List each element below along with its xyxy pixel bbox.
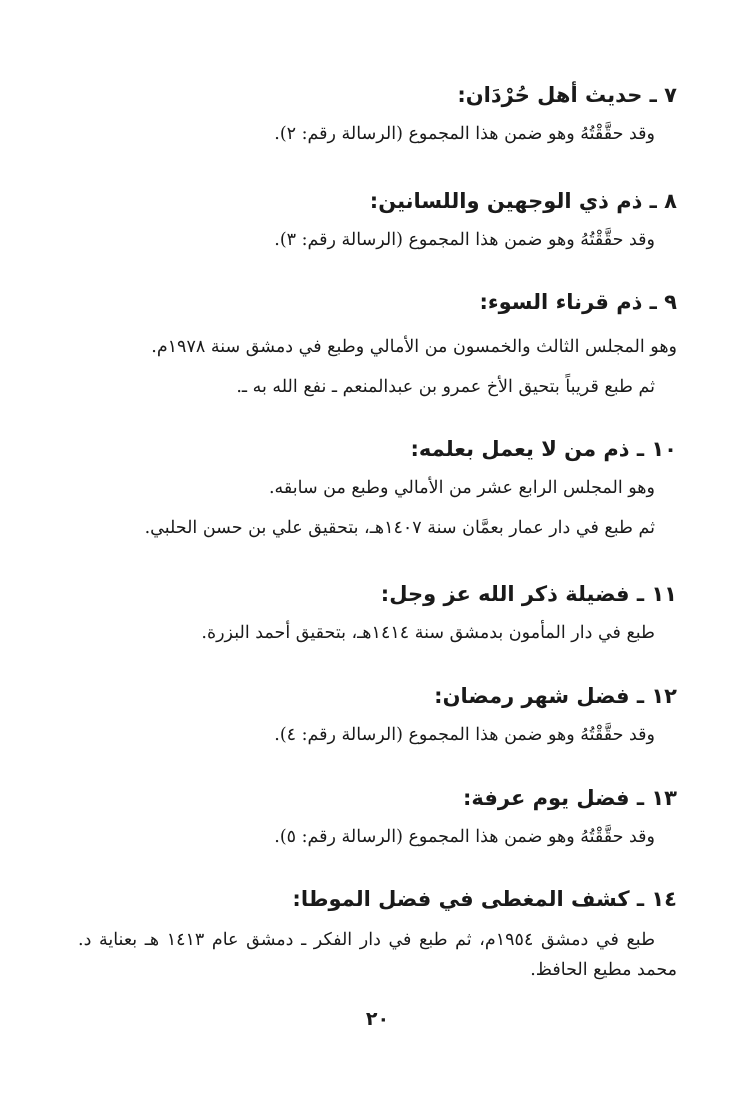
- entry-heading: [78, 434, 677, 464]
- entry-heading: [78, 783, 677, 813]
- entry-line: وقد حقَّقْتُهُ وهو ضمن هذا المجموع (الرسالة رقم: ٤).: [274, 725, 655, 745]
- entry-10: [78, 434, 677, 543]
- entry-11: [78, 579, 677, 648]
- entry-line: وقد حقَّقْتُهُ وهو ضمن هذا المجموع (الرسالة رقم: ٥).: [274, 827, 655, 847]
- entry-number: ١١: [651, 582, 677, 606]
- entry-14: [78, 884, 677, 985]
- page-number: ٢٠: [365, 1008, 390, 1030]
- entry-title: ـ ذم ذي الوجهين واللسانين:: [369, 189, 657, 213]
- entry-number: ١٤: [651, 887, 677, 911]
- entry-line: طبع في دار المأمون بدمشق سنة ١٤١٤هـ، بتحقيق أحمد البزرة.: [201, 623, 655, 643]
- entry-line: وهو المجلس الثالث والخمسون من الأمالي وطبع في دمشق سنة ١٩٧٨م.: [151, 337, 677, 357]
- entry-title: ـ كشف المغطى في فضل الموطا:: [292, 887, 645, 911]
- entry-heading: [78, 884, 677, 914]
- entry-number: ٧: [664, 83, 677, 107]
- entry-7: [78, 80, 677, 149]
- entry-13: [78, 783, 677, 852]
- entry-title: ـ فضل يوم عرفة:: [463, 786, 645, 810]
- entry-line: وقد حقَّقْتُهُ وهو ضمن هذا المجموع (الرسالة رقم: ٢).: [274, 124, 655, 144]
- entry-8: [78, 186, 677, 255]
- entry-number: ١٠: [651, 437, 677, 461]
- entry-paragraph: طبع في دمشق ١٩٥٤م، ثم طبع في دار الفكر ـ دمشق عام ١٤١٣ هـ بعناية د. محمد مطيع الحافظ.: [78, 930, 677, 980]
- entry-9: [78, 287, 677, 402]
- entry-title: ـ فضيلة ذكر الله عز وجل:: [380, 582, 645, 606]
- entry-line: ثم طبع قريباً بتحيق الأخ عمرو بن عبدالمنعم ـ نفع الله به ـ.: [236, 377, 655, 397]
- entry-12: [78, 681, 677, 750]
- entry-heading: [78, 579, 677, 609]
- entry-title: ـ حديث أهل حُرْدَان:: [457, 83, 657, 107]
- entry-heading: [78, 681, 677, 711]
- entry-heading: [78, 80, 677, 110]
- entry-line: ثم طبع في دار عمار بعمَّان سنة ١٤٠٧هـ، بتحقيق علي بن حسن الحلبي.: [144, 518, 655, 538]
- entry-heading: [78, 287, 677, 317]
- entry-number: ١٣: [651, 786, 677, 810]
- entry-line: وقد حقَّقْتُهُ وهو ضمن هذا المجموع (الرسالة رقم: ٣).: [274, 230, 655, 250]
- entry-line: وهو المجلس الرابع عشر من الأمالي وطبع من سابقه.: [268, 478, 655, 498]
- entry-title: ـ ذم من لا يعمل بعلمه:: [410, 437, 645, 461]
- entry-title: ـ فضل شهر رمضان:: [434, 684, 645, 708]
- entry-number: ٨: [664, 189, 677, 213]
- entry-number: ١٢: [651, 684, 677, 708]
- entry-title: ـ ذم قرناء السوء:: [479, 290, 657, 314]
- entry-number: ٩: [664, 290, 677, 314]
- entry-heading: [78, 186, 677, 216]
